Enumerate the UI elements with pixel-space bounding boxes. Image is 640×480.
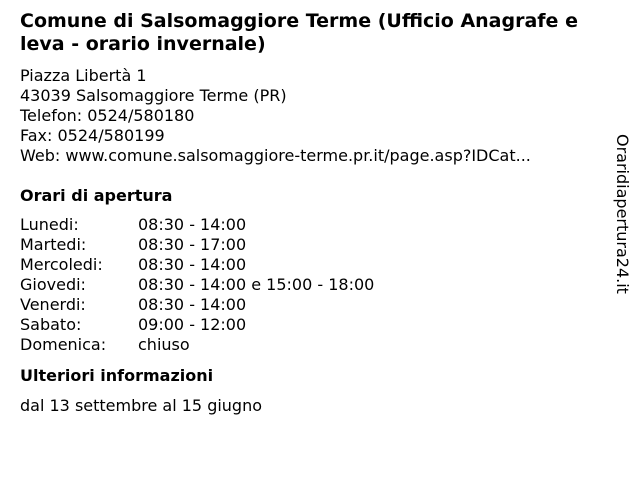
day-label: Mercoledi: [20, 255, 103, 274]
hours-row-saturday [20, 315, 620, 335]
day-label: Sabato: [20, 315, 82, 334]
day-label: Martedi: [20, 235, 87, 254]
page-title: Comune di Salsomaggiore Terme (Ufficio Anagrafe e leva - orario invernale) [20, 10, 578, 55]
time-value: 08:30 - 14:00 [138, 215, 247, 234]
hours-row-thursday [20, 275, 620, 295]
time-value: 08:30 - 17:00 [138, 235, 247, 254]
address-city: 43039 Salsomaggiore Terme (PR) [20, 86, 287, 105]
more-info-text: dal 13 settembre al 15 giugno [20, 396, 263, 415]
phone-number: Telefon: 0524/580180 [20, 106, 195, 125]
site-brand-label: Oraridiapertura24.it [613, 134, 632, 294]
website-link[interactable]: Web: www.comune.salsomaggiore-terme.pr.it/page.asp?IDCat... [20, 146, 531, 165]
office-card [20, 10, 620, 416]
day-label: Domenica: [20, 335, 107, 354]
hours-row-monday [20, 215, 620, 235]
contact-block [20, 66, 620, 166]
opening-hours-table [20, 215, 620, 355]
time-value: 08:30 - 14:00 [138, 295, 247, 314]
time-value: 08:30 - 14:00 [138, 255, 247, 274]
time-value: 08:30 - 14:00 e 15:00 - 18:00 [138, 275, 375, 294]
day-label: Lunedi: [20, 215, 79, 234]
hours-row-wednesday [20, 255, 620, 275]
more-info-heading: Ulteriori informazioni [20, 366, 214, 385]
day-label: Venerdi: [20, 295, 86, 314]
hours-row-sunday [20, 335, 620, 355]
address-street: Piazza Libertà 1 [20, 66, 147, 85]
time-value: chiuso [138, 335, 190, 354]
day-label: Giovedi: [20, 275, 86, 294]
hours-row-friday [20, 295, 620, 315]
fax-number: Fax: 0524/580199 [20, 126, 165, 145]
opening-hours-heading: Orari di apertura [20, 186, 173, 205]
hours-row-tuesday [20, 235, 620, 255]
time-value: 09:00 - 12:00 [138, 315, 247, 334]
